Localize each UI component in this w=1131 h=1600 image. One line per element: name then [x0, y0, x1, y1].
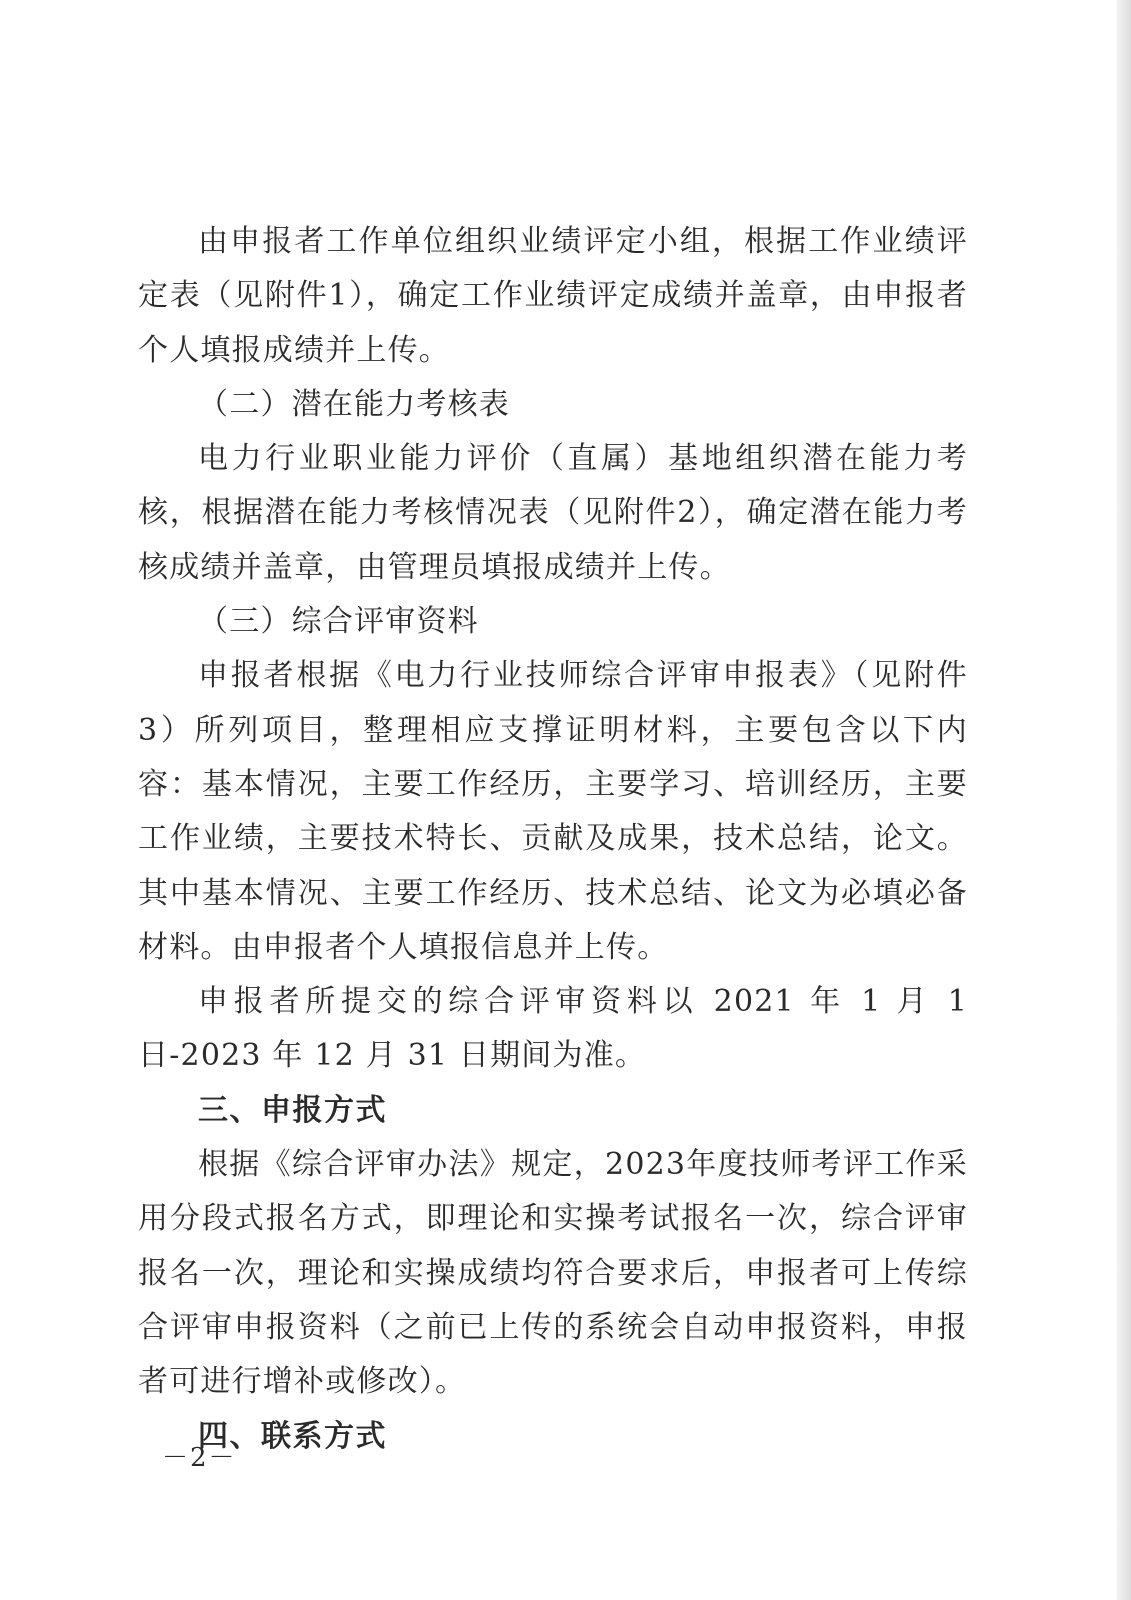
- section-heading-contact: 四、联系方式: [198, 1418, 387, 1454]
- paragraph-comprehensive-review: 申报者根据《电力行业技师综合评审申报表》（见附件3）所列项目，整理相应支撑证明材料，主要包含以下内容：基本情况，主要工作经历，主要学习、培训经历，主要工作业绩，主要技术特长、贡献及成果，技术总结，论文。其中基本情况、主要工作经历、技术总结、论文为必填必备材料。由申报者个人填报信息并上传。: [138, 658, 968, 965]
- paragraph-application-method: 根据《综合评审办法》规定，2023年度技师考评工作采用分段式报名方式，即理论和实操考试报名一次，综合评审报名一次，理论和实操成绩均符合要求后，申报者可上传综合评审申报资料（之前已上传的系统会自动申报资料，申报者可进行增补或修改）。: [138, 1147, 968, 1400]
- document-body: [138, 215, 968, 1464]
- subheading-potential-ability: （二）潜在能力考核表: [198, 386, 510, 422]
- paragraph-performance-evaluation: 由申报者工作单位组织业绩评定小组，根据工作业绩评定表（见附件1），确定工作业绩评定成绩并盖章，由申报者个人填报成绩并上传。: [138, 224, 968, 368]
- section-heading-application-method: 三、申报方式: [198, 1092, 387, 1128]
- paragraph-potential-ability: 电力行业职业能力评价（直属）基地组织潜在能力考核，根据潜在能力考核情况表（见附件2），确定潜在能力考核成绩并盖章，由管理员填报成绩并上传。: [138, 441, 968, 585]
- paragraph-review-period: 申报者所提交的综合评审资料以 2021 年 1 月 1 日-2023 年 12 月 31 日期间为准。: [138, 984, 968, 1074]
- subheading-comprehensive-review: （三）综合评审资料: [198, 604, 479, 640]
- page-number: －2－: [162, 1443, 237, 1473]
- scan-edge-shadow: [1117, 0, 1131, 1600]
